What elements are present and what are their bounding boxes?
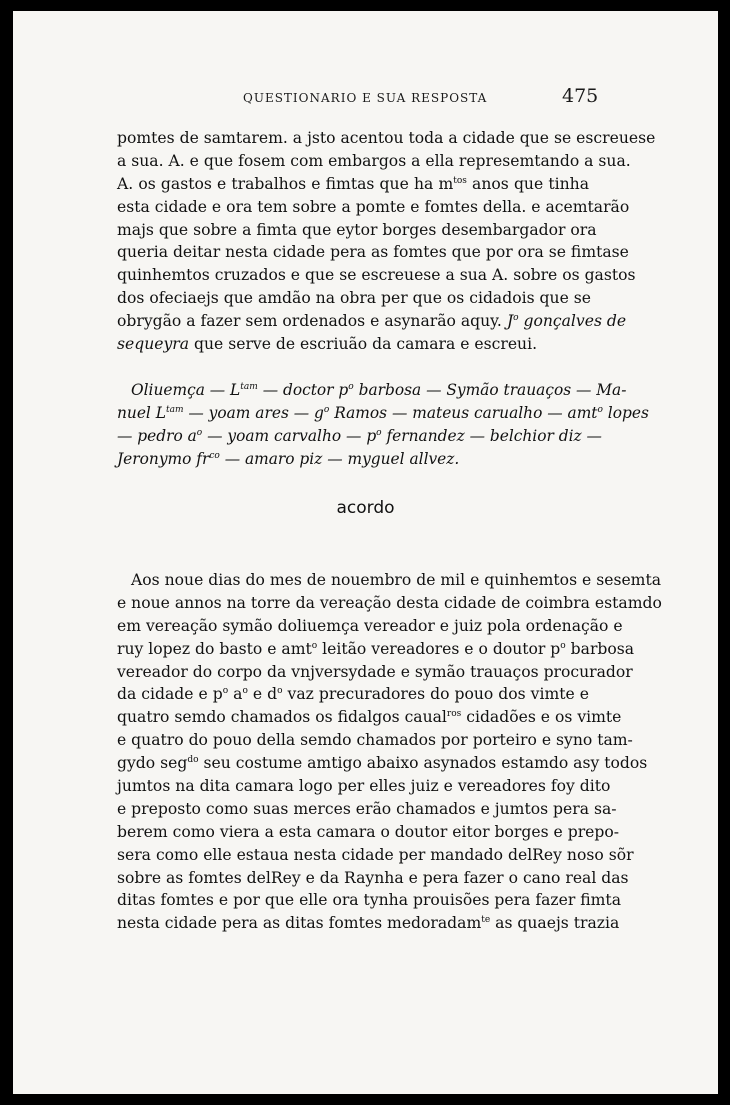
text-run: Oliuemça — L [131,381,241,399]
text-run: e quatro do pouo della semdo chamados por porteiro e syno tam- [117,731,633,750]
text-run: — pedro a [117,426,197,445]
superscript: o [196,427,203,438]
superscript: o [311,640,318,651]
superscript: o [242,686,248,697]
text-run: e d [247,685,278,704]
text-run: dos ofeciaejs que amdão na obra per que os cidadois que se [117,289,591,308]
text-run: gydo seg [117,754,188,773]
text-line [117,798,617,821]
text-line [117,683,589,706]
text-line [117,241,629,264]
text-run: cidadões e os vimte [461,708,622,727]
text-run: — yoam ares — g [183,403,324,422]
text-run: queria deitar nesta cidade pera as fomtes que por ora se fimtase [117,243,629,262]
superscript: co [209,450,220,461]
text-run: gonçalves de [518,312,627,331]
text-run: quatro semdo chamados os fidalgos caual [117,708,447,727]
superscript: o [597,404,603,415]
text-line [117,867,629,890]
superscript: o [560,640,566,651]
text-run: Jeronymo fr [117,449,210,468]
text-run: barbosa [565,639,635,658]
text-run: — yoam carvalho — p [202,426,377,445]
text-run: a [228,685,243,704]
superscript: tos [453,175,467,186]
page-number: 475 [562,85,599,107]
text-run: nuel L [117,403,166,422]
superscript: tam [240,382,258,392]
text-run: jumtos na dita camara logo per elles juiz e vereadores foy dito [117,777,611,796]
text-run: berem como viera a esta camara o doutor eitor borges e prepo- [117,822,620,841]
text-line [117,196,630,219]
text-run: ditas fomtes e por que elle ora tynha prouisões pera fazer fimta [117,891,621,910]
text-line [117,310,627,333]
text-line [117,333,589,356]
running-title: QUESTIONARIO E SUA RESPOSTA [243,91,488,105]
text-run: as quaejs trazia [490,914,620,933]
text-run: majs que sobre a fimta que eytor borges desembargador ora [117,220,597,239]
text-line [117,150,631,173]
text-line [117,615,623,638]
text-line [117,729,633,752]
text-run: quinhemtos cruzados e que se escreuese a sua A. sobre os gastos [117,266,636,285]
text-run: anos que tinha [466,174,589,193]
superscript: o [513,313,519,324]
signature-line [117,425,602,448]
text-run: seu costume amtigo abaixo asynados estamdo asy todos [198,754,648,773]
page-sheet [13,11,718,1094]
superscript: o [348,382,354,392]
acordo-paragraph [117,569,662,935]
signature-line [117,448,589,471]
text-run: J [506,312,514,331]
text-line [117,569,662,592]
text-run: a sua. A. e que fosem com embargos a ella represemtando a sua. [117,151,631,170]
text-line [117,638,635,661]
text-run: em vereação symão doliuemça vereador e juiz pola ordenação e [117,616,623,635]
superscript: o [376,427,382,438]
superscript: te [481,915,491,926]
text-run: nesta cidade pera as ditas fomtes medoradam [117,914,482,933]
text-line [117,287,589,310]
text-run: fernandez — belchior diz — [381,426,602,445]
section-heading: acordo [336,498,395,518]
superscript: ros [446,709,462,720]
text-line [117,912,620,935]
text-run: e noue annos na torre da vereação desta cidade de coimbra estamdo [117,593,662,612]
text-line [117,821,620,844]
text-run: da cidade e p [117,685,223,704]
text-run: barbosa — Symão trauaços — Ma- [353,381,627,399]
text-run: obrygão a fazer sem ordenados e asynarão aquy. [117,312,507,331]
text-run: — amaro piz — myguel allvez. [219,449,460,468]
text-line [117,844,634,867]
text-run: Aos noue dias do mes de nouembro de mil e quinhemtos e sesemta [131,571,662,589]
letter-paragraph [117,127,656,356]
text-run: sobre as fomtes delRey e da Raynha e pera fazer o cano real das [117,868,629,887]
text-run: pomtes de samtarem. a jsto acentou toda a cidade que se escreuese [117,129,656,147]
text-run: esta cidade e ora tem sobre a pomte e fomtes della. e acemtarão [117,197,630,216]
text-run: vereador do corpo da vnjversydade e symão trauaços procurador [117,662,633,681]
text-run: lopes [602,403,649,422]
text-line [117,592,662,615]
text-run: ruy lopez do basto e amt [117,639,312,658]
text-run: sera como elle estaua nesta cidade per mandado delRey noso sõr [117,845,634,864]
text-run: que serve de escriuão da camara e escreui. [189,335,538,354]
text-line [117,889,621,912]
superscript: tam [165,404,184,415]
superscript: o [277,686,283,697]
text-run: vaz precuradores do pouo dos vimte e [282,685,589,704]
superscript: o [222,686,229,697]
text-run: e preposto como suas merces erão chamados e jumtos pera sa- [117,799,617,818]
text-run: A. os gastos e trabalhos e fimtas que ha m [117,174,454,193]
superscript: do [187,755,199,766]
text-run: sequeyra [117,335,190,354]
signature-list [117,379,649,471]
signature-line [117,379,627,402]
text-run: Ramos — mateus carualho — amt [329,403,598,422]
superscript: o [323,404,330,415]
text-line [117,264,636,287]
text-line [117,706,622,729]
page [13,11,718,1094]
text-run: leitão vereadores e o doutor p [317,639,561,658]
text-line [117,127,656,150]
text-line [117,173,589,196]
signature-line [117,402,649,425]
text-line [117,752,648,775]
text-run: — doctor p [257,381,349,399]
text-line [117,661,633,684]
text-line [117,219,597,242]
text-line [117,775,611,798]
